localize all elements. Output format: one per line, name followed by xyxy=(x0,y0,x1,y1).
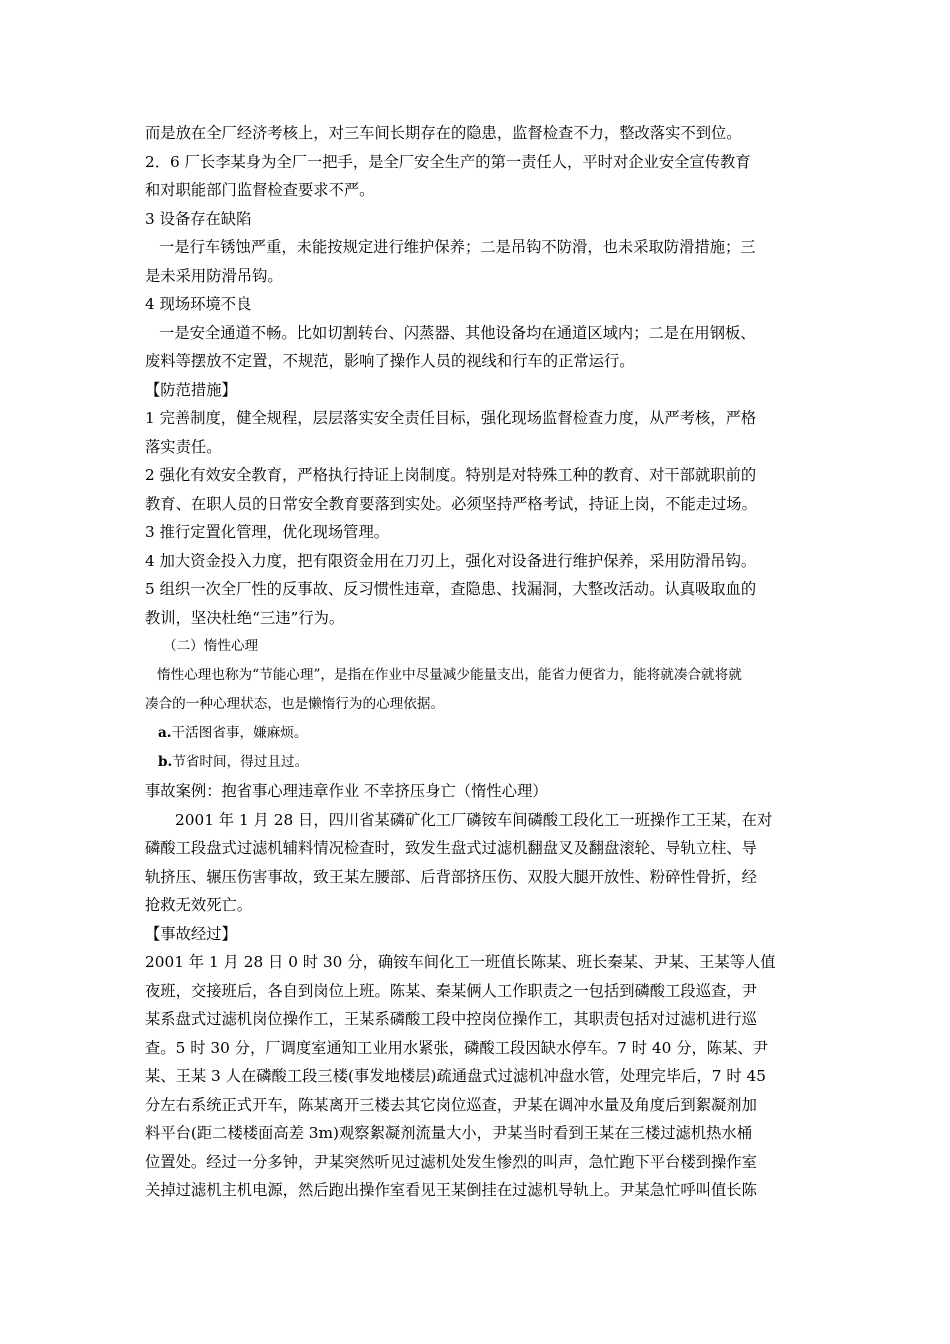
text-line: 位置处。经过一分多钟，尹某突然听见过滤机处发生惨烈的叫声，急忙跑下平台楼到操作室 xyxy=(145,1152,757,1171)
text-line: 5 组织一次全厂性的反事故、反习惯性违章，查隐患、找漏洞，大整改活动。认真吸取血的 xyxy=(145,580,757,598)
text-line: 废料等摆放不定置，不规范，影响了操作人员的视线和行车的正常运行。 xyxy=(145,352,635,370)
text-line: 某、王某 3 人在磷酸工段三楼(事发地楼层)疏通盘式过滤机冲盘水管，处理完毕后，7 时 45 xyxy=(145,1067,767,1085)
text-line: 而是放在全厂经济考核上，对三车间长期存在的隐患，监督检查不力，整改落实不到位。 xyxy=(145,124,742,142)
list-marker: b. xyxy=(158,754,173,770)
list-text: 节省时间，得过且过。 xyxy=(172,754,309,770)
text-line: 2．6 厂长李某身为全厂一把手，是全厂安全生产的第一责任人，平时对企业安全宣传教育 xyxy=(145,152,751,171)
list-item xyxy=(145,719,809,748)
section-heading: 4 现场环境不良 xyxy=(145,295,252,313)
text-line: 磷酸工段盘式过滤机辅料情况检查时，致发生盘式过滤机翻盘叉及翻盘滚轮、导轨立柱、导 xyxy=(145,839,757,857)
list-text: 干活图省事，嫌麻烦。 xyxy=(171,725,308,741)
text-line: 落实责任。 xyxy=(145,437,222,456)
text-line: 2 强化有效安全教育，严格执行持证上岗制度。特别是对特殊工种的教育、对干部就职前的 xyxy=(145,466,757,484)
text-line: 分左右系统正式开车，陈某离开三楼去其它岗位巡查，尹某在调冲水量及角度后到絮凝剂加 xyxy=(145,1095,757,1114)
text-line: 某系盘式过滤机岗位操作工，王某系磷酸工段中控岗位操作工，其职责包括对过滤机进行巡 xyxy=(145,1010,757,1028)
text-line: 4 加大资金投入力度，把有限资金用在刀刃上，强化对设备进行维护保养，采用防滑吊钩。 xyxy=(145,551,757,570)
text-line: 抢救无效死亡。 xyxy=(145,896,253,914)
document-body xyxy=(145,119,809,1205)
section-heading: 【事故经过】 xyxy=(145,924,237,943)
text-line: 夜班，交接班后，各自到岗位上班。陈某、秦某俩人工作职责之一包括到磷酸工段巡查，尹 xyxy=(145,981,757,1000)
section-heading: 【防范措施】 xyxy=(145,380,237,399)
text-line: 和对职能部门监督检查要求不严。 xyxy=(145,181,375,199)
text-line: 3 推行定置化管理，优化现场管理。 xyxy=(145,523,390,541)
list-item xyxy=(145,748,809,777)
text-line: 惰性心理也称为“节能心理”，是指在作业中尽量减少能量支出，能省力便省力，能将就凑合就将就 xyxy=(157,667,742,683)
text-line: 教育、在职人员的日常安全教育要落到实处。必须坚持严格考试，持证上岗，不能走过场。 xyxy=(145,494,757,513)
text-line: 凑合的一种心理状态，也是懒惰行为的心理依据。 xyxy=(145,696,445,712)
section-heading: 3 设备存在缺陷 xyxy=(145,209,252,228)
text-line: 一是行车锈蚀严重，未能按规定进行维护保养；二是吊钩不防滑，也未采取防滑措施；三 xyxy=(159,238,756,256)
list-marker: a. xyxy=(158,725,172,741)
text-line: 查。5 时 30 分，厂调度室通知工业用水紧张，磷酸工段因缺水停车。7 时 40 分，陈某、尹 xyxy=(145,1038,768,1057)
text-line: 1 完善制度，健全规程，层层落实安全责任目标，强化现场监督检查力度，从严考核，严格 xyxy=(145,409,757,427)
text-line: 2001 年 1 月 28 日，四川省某磷矿化工厂磷铵车间磷酸工段化工一班操作工王某，在对 xyxy=(175,810,773,829)
text-line: 2001 年 1 月 28 日 0 时 30 分，确铵车间化工一班值长陈某、班长秦某、尹某、王某等人值 xyxy=(145,953,776,971)
text-line: 是未采用防滑吊钩。 xyxy=(145,266,283,285)
text-line: 一是安全通道不畅。比如切割转台、闪蒸器、其他设备均在通道区域内；二是在用钢板、 xyxy=(159,323,756,342)
text-line: 关掉过滤机主机电源，然后跑出操作室看见王某倒挂在过滤机导轨上。尹某急忙呼叫值长陈 xyxy=(145,1181,757,1199)
text-line: 料平台(距二楼楼面高差 3m)观察絮凝剂流量大小，尹某当时看到王某在三楼过滤机热水桶 xyxy=(145,1124,753,1142)
text-line: 教训，坚决杜绝“三违”行为。 xyxy=(145,608,345,627)
case-title: 事故案例：抱省事心理违章作业 不幸挤压身亡（惰性心理） xyxy=(145,782,548,800)
section-heading: （二）惰性心理 xyxy=(163,638,259,654)
text-line: 轨挤压、辗压伤害事故，致王某左腰部、后背部挤压伤、双股大腿开放性、粉碎性骨折，经 xyxy=(145,867,757,886)
